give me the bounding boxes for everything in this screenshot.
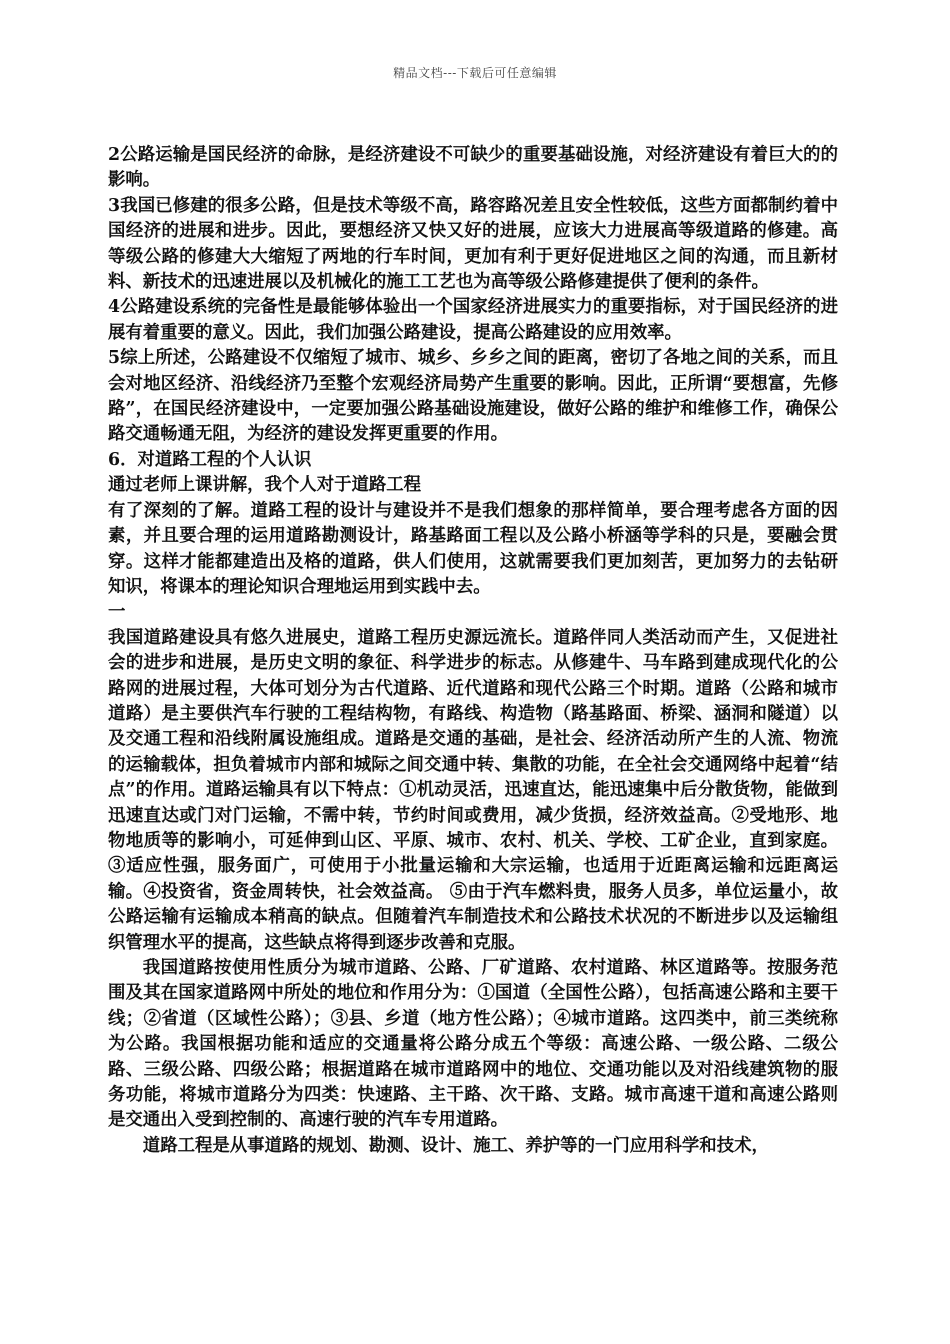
page-header: 精品文档---下载后可任意编辑 <box>393 66 557 80</box>
paragraph-5: 5综上所述，公路建设不仅缩短了城市、城乡、乡乡之间的距离，密切了各地之间的关系，而且会对地区经济、沿线经济乃至整个宏观经济局势产生重要的影响。因此，正所谓“要想富，先修路”，在国民经济建设中，一定要加强公路基础设施建设，做好公路的维护和维修工作，确保公路交通畅通无阻，为经济的建设发挥更重要的作用。 <box>108 348 838 445</box>
document-body <box>108 143 838 1159</box>
paragraph-road-history: 我国道路建设具有悠久进展史，道路工程历史源远流长。道路伴同人类活动而产生，又促进社会的进步和进展，是历史文明的象征、科学进步的标志。从修建牛、马车路到建成现代化的公路网的进展过程，大体可划分为古代道路、近代道路和现代公路三个时期。道路（公路和城市道路）是主要供汽车行驶的工程结构物，有路线、构造物（路基路面、桥梁、涵洞和隧道）以及交通工程和沿线附属设施组成。道路是交通的基础，是社会、经济活动所产生的人流、物流的运输载体，担负着城市内部和城际之间交通中转、集散的功能，在全社会交通网络中起着“结点”的作用。道路运输具有以下特点：①机动灵活，迅速直达，能迅速集中后分散货物，能做到迅速直达或门对门运输，不需中转，节约时间或费用，减少货损，经济效益高。②受地形、地物地质等的影响小，可延伸到山区、平原、城市、农村、机关、学校、工矿企业，直到家庭。③适应性强，服务面广，可使用于小批量运输和大宗运输，也适用于近距离运输和远距离运输。④投资省，资金周转快，社会效益高。 ⑤由于汽车燃料贵，服务人员多，单位运量小，故公路运输有运输成本稍高的缺点。但随着汽车制造技术和公路技术状况的不断进步以及运输组织管理水平的提高，这些缺点将得到逐步改善和克服。 <box>108 627 838 953</box>
section-heading-6: 6．对道路工程的个人认识 <box>108 449 312 470</box>
paragraph-2: 2公路运输是国民经济的命脉，是经济建设不可缺少的重要基础设施，对经济建设有着巨大的的影响。 <box>108 145 838 191</box>
paragraph-road-engineering: 道路工程是从事道路的规划、勘测、设计、施工、养护等的一门应用科学和技术， <box>142 1135 769 1156</box>
paragraph-3: 3我国已修建的很多公路，但是技术等级不高，路容路况差且安全性较低，这些方面都制约着中国经济的进展和进步。因此，要想经济又快又好的进展，应该大力进展高等级道路的修建。高等级公路的修建大大缩短了两地的行车时间，更加有利于更好促进地区之间的沟通，而且新材料、新技术的迅速进展以及机械化的施工工艺也为高等级公路修建提供了便利的条件。 <box>108 195 838 293</box>
paragraph-road-classification: 我国道路按使用性质分为城市道路、公路、厂矿道路、农村道路、林区道路等。按服务范围及其在国家道路网中所处的地位和作用分为：①国道（全国性公路），包括高速公路和主要干线；②省道（区域性公路）；③县、乡道（地方性公路）；④城市道路。这四类中，前三类统称为公路。我国根据功能和适应的交通量将公路分成五个等级：高速公路、一级公路、二级公路、三级公路、四级公路；根据道路在城市道路网中的地位、交通功能以及对沿线建筑物的服务功能，将城市道路分为四类：快速路、主干路、次干路、支路。城市高速干道和高速公路则是交通出入受到控制的、高速行驶的汽车专用道路。 <box>108 958 838 1131</box>
paragraph-understanding: 有了深刻的了解。道路工程的设计与建设并不是我们想象的那样简单，要合理考虑各方面的因素，并且要合理的运用道路勘测设计，路基路面工程以及公路小桥涵等学科的只是，要融会贯穿。这样才能都建造出及格的道路，供人们使用，这就需要我们更加刻苦，更加努力的去钻研知识，将课本的理论知识合理地运用到实践中去。 <box>108 500 838 597</box>
paragraph-intro: 通过老师上课讲解，我个人对于道路工程 <box>108 475 422 496</box>
paragraph-4: 4公路建设系统的完备性是最能够体验出一个国家经济进展实力的重要指标，对于国民经济的进展有着重要的意义。因此，我们加强公路建设，提高公路建设的应用效率。 <box>108 297 838 343</box>
section-marker-one: 一 <box>108 602 126 623</box>
